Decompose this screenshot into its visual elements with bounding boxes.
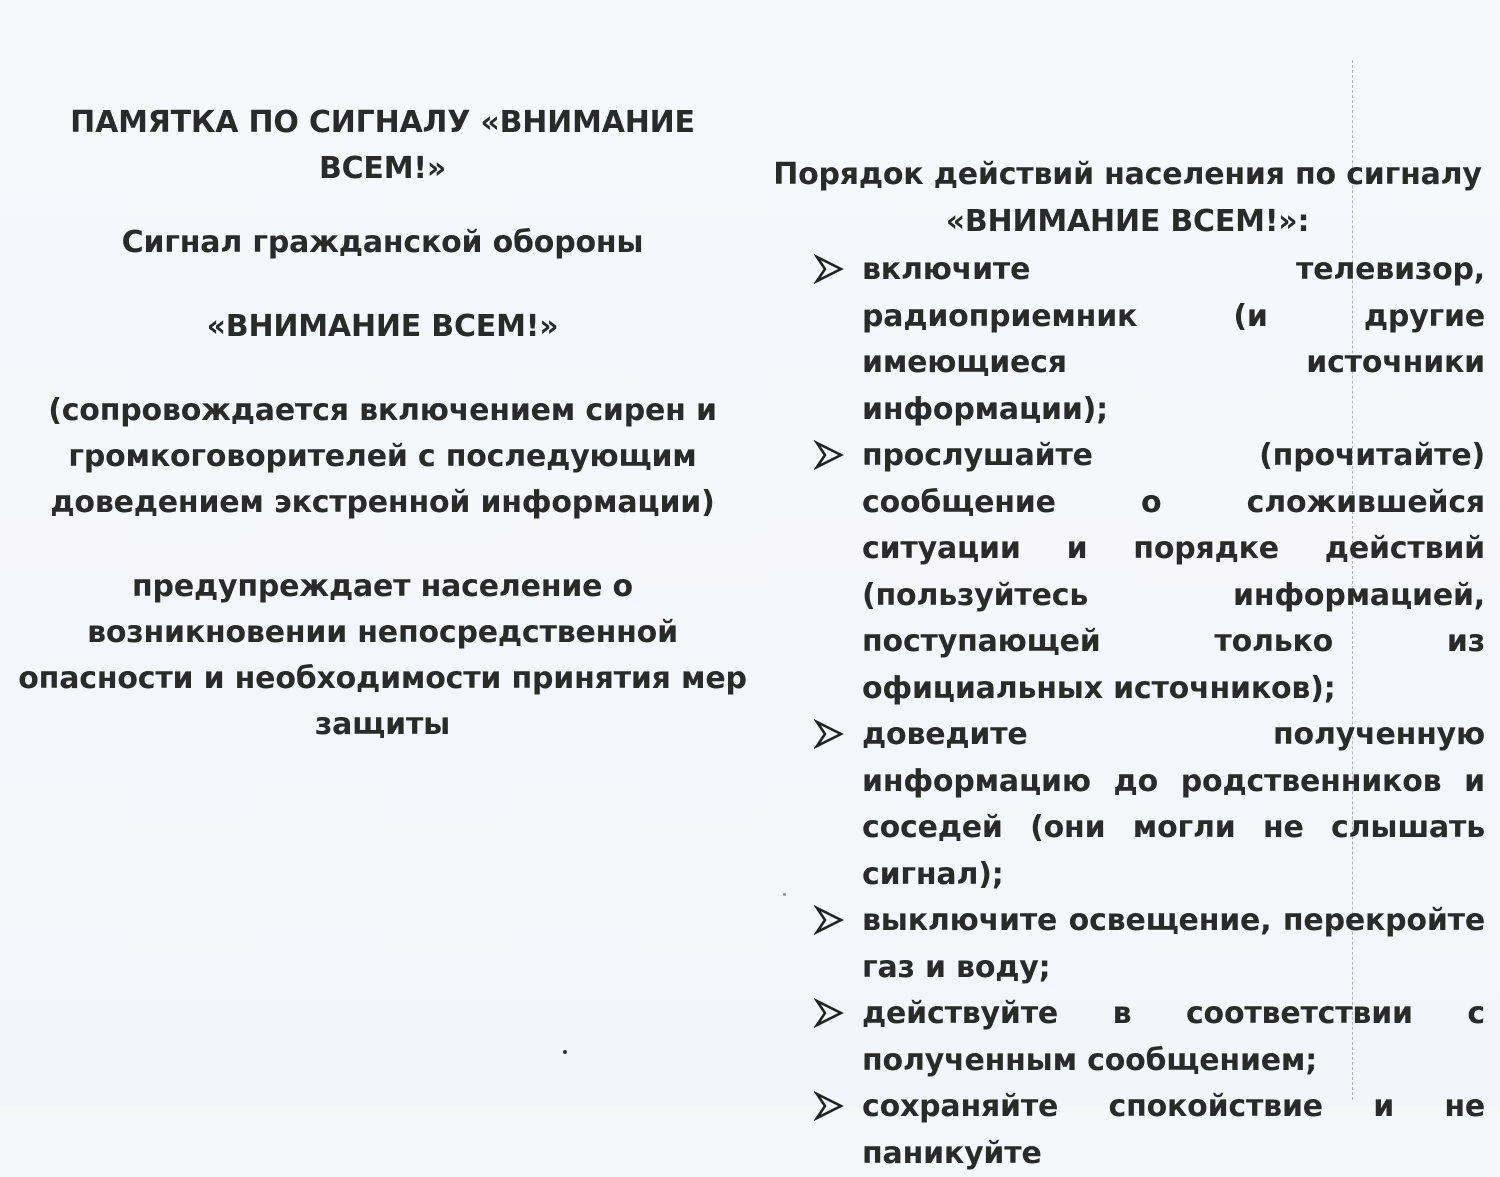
action-text: доведите полученную информацию до родственников и соседей (они могли не слышать сигнал);	[862, 717, 1485, 892]
actions-heading: Порядок действий населения по сигналу «ВНИМАНИЕ ВСЕМ!»:	[773, 157, 1482, 239]
signal-name: «ВНИМАНИЕ ВСЕМ!»	[206, 309, 559, 344]
action-item	[770, 433, 1485, 712]
action-text: сохраняйте спокойствие и не паникуйте	[862, 1089, 1485, 1171]
arrowhead-bullet-icon	[814, 900, 844, 940]
action-text: выключите освещение, перекройте газ и воду;	[862, 903, 1485, 985]
scan-speck	[563, 1050, 567, 1054]
memo-column	[15, 100, 750, 748]
memo-title: ПАМЯТКА ПО СИГНАЛУ «ВНИМАНИЕ ВСЕМ!»	[70, 105, 695, 186]
memo-subtitle: Сигнал гражданской обороны	[121, 225, 644, 260]
actions-column	[770, 152, 1485, 1177]
action-item	[770, 898, 1485, 991]
action-text: включите телевизор, радиоприемник (и другие имеющиеся источники информации);	[862, 252, 1485, 427]
arrowhead-bullet-icon	[814, 435, 844, 475]
arrowhead-bullet-icon	[814, 249, 844, 289]
arrowhead-bullet-icon	[814, 1086, 844, 1126]
arrowhead-bullet-icon	[814, 714, 844, 754]
action-item	[770, 712, 1485, 898]
arrowhead-bullet-icon	[814, 993, 844, 1033]
action-text: действуйте в соответствии с полученным сообщением;	[862, 996, 1485, 1078]
action-item	[770, 1084, 1485, 1177]
action-item	[770, 247, 1485, 433]
action-item	[770, 991, 1485, 1084]
signal-warning: предупреждает население о возникновении непосредственной опасности и необходимости принятия мер защиты	[18, 569, 747, 742]
action-text: прослушайте (прочитайте) сообщение о сложившейся ситуации и порядке действий (пользуйтесь информацией, поступающей только из официальных источников);	[862, 438, 1485, 706]
signal-note: (сопровождается включением сирен и громкоговорителей с последующим доведением экстренной информации)	[48, 393, 717, 520]
actions-list	[770, 247, 1485, 1177]
